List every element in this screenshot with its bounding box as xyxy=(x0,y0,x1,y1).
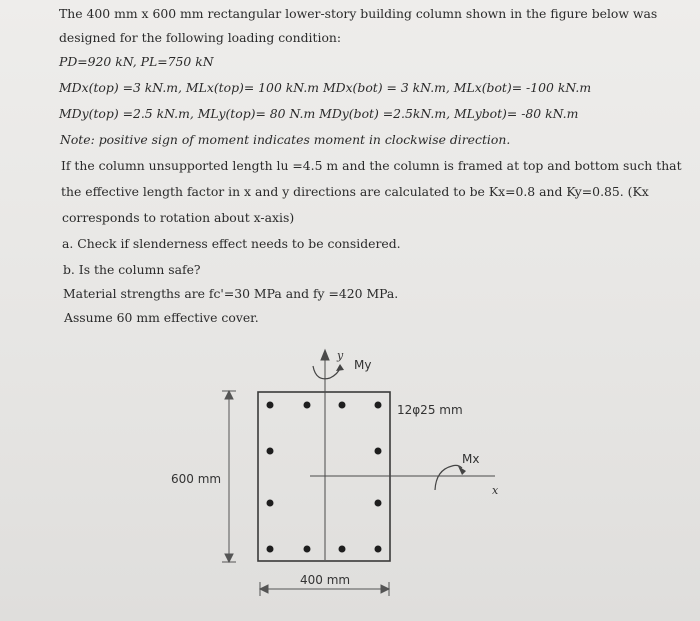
problem-text-line: corresponds to rotation about x-axis) xyxy=(62,210,295,225)
rebar xyxy=(267,402,274,409)
mx-label: Mx xyxy=(462,452,480,466)
rebar xyxy=(375,448,382,455)
question-b: b. Is the column safe? xyxy=(63,262,201,277)
my-label: My xyxy=(354,358,372,372)
bars-label: 12φ25 mm xyxy=(397,403,463,417)
rebar xyxy=(267,546,274,553)
rebar xyxy=(304,402,311,409)
rebar xyxy=(267,500,274,507)
rebar xyxy=(375,500,382,507)
moments-y-line: MDy(top) =2.5 kN.m, MLy(top)= 80 N.m MDy(bot) =2.5kN.m, MLybot)= -80 kN.m xyxy=(59,106,579,121)
problem-text-line: The 400 mm x 600 mm rectangular lower-story building column shown in the figure below was xyxy=(59,6,658,21)
moments-x-line: MDx(top) =3 kN.m, MLx(top)= 100 kN.m MDx(bot) = 3 kN.m, MLx(bot)= -100 kN.m xyxy=(59,80,592,95)
question-a: a. Check if slenderness effect needs to be considered. xyxy=(62,236,401,251)
rebar xyxy=(375,402,382,409)
height-label: 600 mm xyxy=(171,472,222,486)
rebar xyxy=(339,546,346,553)
problem-text-line: If the column unsupported length lu =4.5 m and the column is framed at top and bottom such that xyxy=(61,158,682,173)
my-moment-arrow xyxy=(313,364,344,379)
problem-text-line: designed for the following loading condition: xyxy=(59,30,342,45)
rebar xyxy=(304,546,311,553)
cover-line: Assume 60 mm effective cover. xyxy=(64,310,259,325)
mx-moment-arrow xyxy=(435,465,466,490)
note-line: Note: positive sign of moment indicates moment in clockwise direction. xyxy=(60,132,511,147)
loads-line: PD=920 kN, PL=750 kN xyxy=(59,54,214,69)
rebar xyxy=(267,448,274,455)
height-dimension xyxy=(222,391,236,562)
problem-text-line: the effective length factor in x and y directions are calculated to be Kx=0.8 and Ky=0.85. (Kx xyxy=(61,184,649,199)
width-label: 400 mm xyxy=(300,573,351,587)
rebar xyxy=(339,402,346,409)
x-axis-label: x xyxy=(492,484,499,497)
reinforcing-bars xyxy=(267,402,382,553)
material-strengths-line: Material strengths are fc'=30 MPa and fy =420 MPa. xyxy=(63,286,399,301)
y-axis-label: y xyxy=(337,349,344,362)
rebar xyxy=(375,546,382,553)
